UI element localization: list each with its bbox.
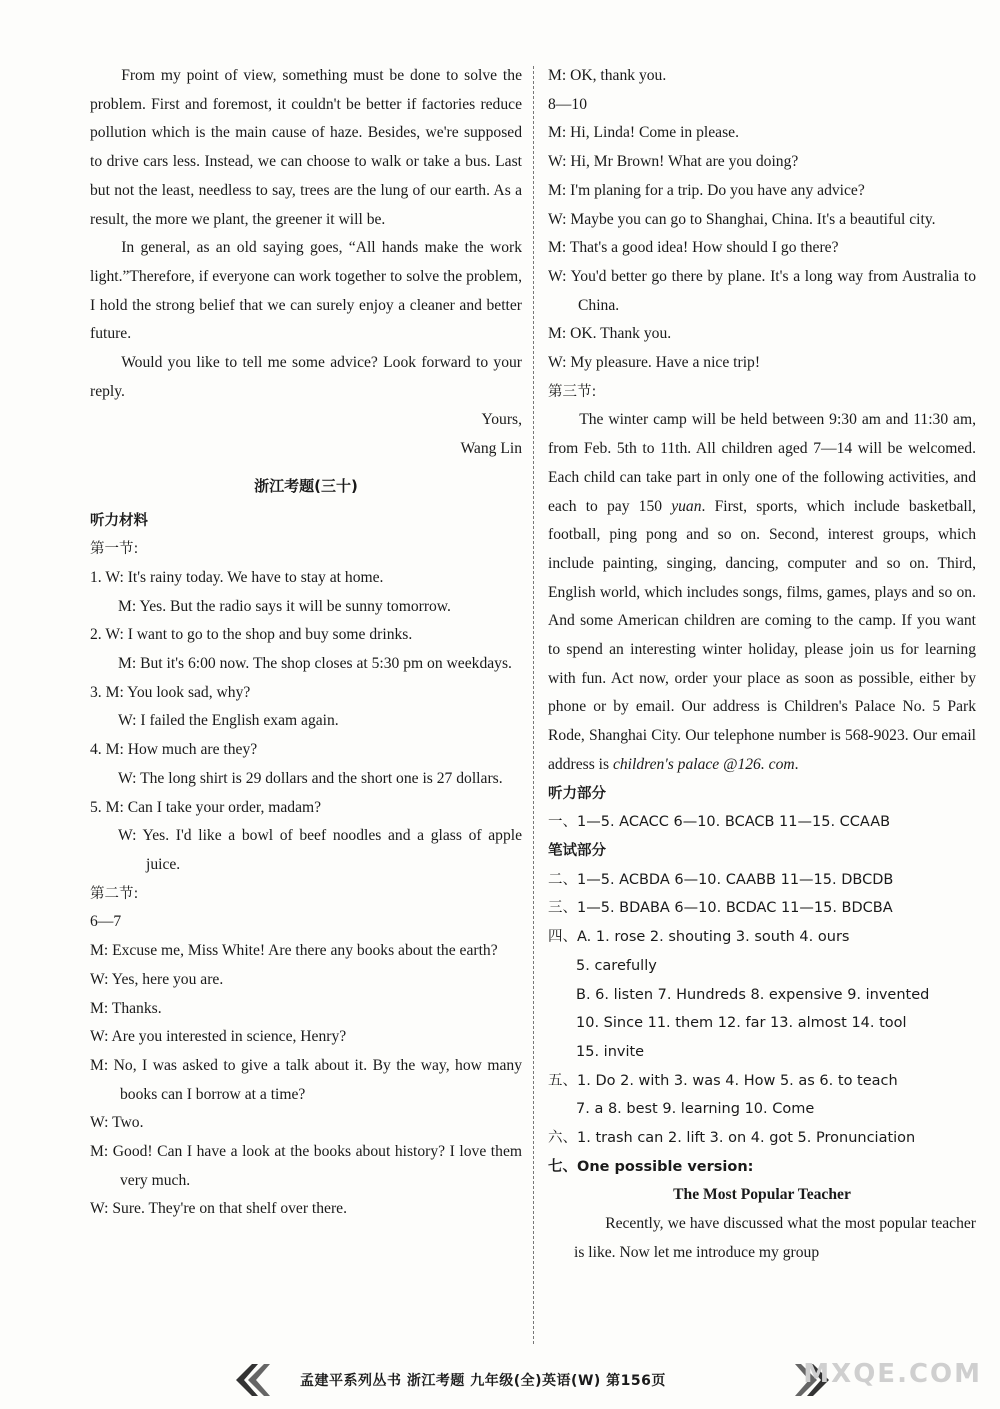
right-column (548, 62, 976, 1268)
answer-line: B. 6. listen 7. Hundreds 8. expensive 9. invented (576, 986, 930, 1003)
dialog-line: M: No, I was asked to give a talk about it. By the way, how many books can I borrow at a time? (90, 1056, 522, 1103)
dialog-line: W: Yes. I'd like a bowl of beef noodles and a glass of apple juice. (118, 827, 522, 873)
answer-line: 七、One possible version: (548, 1158, 754, 1175)
dialog-line: W: My pleasure. Have a nice trip! (548, 354, 761, 372)
dialog-line: 5. M: Can I take your order, madam? (90, 798, 322, 816)
dialog-line: W: Maybe you can go to Shanghai, China. It's a beautiful city. (548, 210, 936, 228)
left-chevron-icon (230, 1362, 270, 1398)
essay-paragraph: Would you like to tell me some advice? Look forward to your reply. (90, 354, 522, 400)
answer-line: 15. invite (576, 1043, 645, 1060)
answer-line: 五、1. Do 2. with 3. was 4. How 5. as 6. to teach (548, 1072, 898, 1089)
dialog-line: M: OK, thank you. (548, 67, 667, 84)
dialog-line: M: OK. Thank you. (548, 325, 672, 343)
dialog-line: W: Two. (90, 1114, 144, 1132)
section-title: 浙江考题(三十) (254, 476, 358, 495)
dialog-line: M: That's a good idea! How should I go there? (548, 239, 839, 257)
essay-paragraph: From my point of view, something must be done to solve the problem. First and foremost, it couldn't be better if factories reduce pollution which is the main cause of haze. Besides, we're supposed to drive cars less. Instead, we can choose to walk or take a bus. Last but not the least, needless to say, trees are the lung of our earth. As a result, the more we plant, the greener it will be. (90, 67, 522, 228)
dialog-line: M: Excuse me, Miss White! Are there any books about the earth? (90, 942, 498, 960)
answer-line: 三、1—5. BDABA 6—10. BCDAC 11—15. BDCBA (548, 900, 893, 917)
dialog-line: M: Yes. But the radio says it will be sunny tomorrow. (118, 597, 451, 615)
written-part-heading: 笔试部分 (548, 842, 606, 859)
part3-passage: The winter camp will be held between 9:30 am and 11:30 am, from Feb. 5th to 11th. All children aged 7—14 will be welcomed. Each child can take part in only one of the following activities, and each to pay 150 yuan. First, sports, which include basketball, football, ping pong and so on. Second, interest groups, which include painting, singing, dancing, computer and so on. Third, English world, which includes songs, films, games, plays and so on. And some American children are coming to the camp. If you want to spend an interesting winter holiday, please join us for learning with fun. Act now, order your place as soon as possible, either by phone or by email. Our address is Children's Palace No. 5 Park Rode, Shanghai City. Our telephone number is 568-9023. Our email address is children's palace @126. com. (548, 411, 976, 773)
listening-heading: 听力材料 (90, 512, 148, 529)
dialog-line: M: Hi, Linda! Come in please. (548, 124, 739, 142)
left-column (90, 62, 522, 1224)
watermark-logo: MXQE.COM (803, 1359, 982, 1389)
part2-heading: 第二节: (90, 885, 139, 902)
dialog-line: 4. M: How much are they? (90, 741, 258, 759)
essay-title: The Most Popular Teacher (673, 1186, 851, 1204)
dialog-line: W: You'd better go there by plane. It's a long way from Australia to China. (548, 267, 976, 314)
part1-item (90, 564, 522, 621)
dialog-line: M: Thanks. (90, 999, 162, 1017)
footer-text: 孟建平系列丛书 浙江考题 九年级(全)英语(W) 第156页 (300, 1373, 666, 1389)
answer-line: 10. Since 11. them 12. far 13. almost 14. tool (576, 1015, 907, 1032)
answer-line: 一、1—5. ACACC 6—10. BCACB 11—15. CCAAB (548, 814, 891, 831)
column-divider (533, 66, 534, 1344)
range-label: 6—7 (90, 913, 122, 931)
answer-line: 六、1. trash can 2. lift 3. on 4. got 5. Pronunciation (548, 1130, 916, 1147)
answer-line: 四、A. 1. rose 2. shouting 3. south 4. ours (548, 929, 850, 946)
dialog-line: 1. W: It's rainy today. We have to stay at home. (90, 568, 384, 586)
dialog-line: W: The long shirt is 29 dollars and the short one is 27 dollars. (118, 769, 503, 787)
dialog-line: 2. W: I want to go to the shop and buy some drinks. (90, 626, 413, 644)
essay-paragraph: In general, as an old saying goes, “All hands make the work light.”Therefore, if everyone can work together to solve the problem, I hold the strong belief that we can surely enjoy a cleaner and better future. (90, 239, 522, 343)
part1-heading: 第一节: (90, 541, 139, 558)
answer-line: 二、1—5. ACBDA 6—10. CAABB 11—15. DBCDB (548, 871, 894, 888)
dialog-line: M: I'm planing for a trip. Do you have any advice? (548, 181, 865, 199)
letter-signature: Wang Lin (460, 440, 522, 458)
dialog-line: M: But it's 6:00 now. The shop closes at 5:30 pm on weekdays. (118, 655, 512, 673)
dialog-line: M: Good! Can I have a look at the books about history? I love them very much. (90, 1143, 522, 1189)
part3-heading: 第三节: (548, 383, 597, 400)
dialog-line: W: Are you interested in science, Henry? (90, 1028, 347, 1046)
dialog-line: 3. M: You look sad, why? (90, 683, 251, 701)
part1-item (90, 794, 522, 880)
listening-part-heading: 听力部分 (548, 785, 606, 802)
dialog-line: W: I failed the English exam again. (118, 712, 339, 730)
dialog-line: W: Sure. They're on that shelf over there. (90, 1200, 347, 1218)
part1-item (90, 736, 522, 793)
dialog-line: W: Yes, here you are. (90, 970, 224, 988)
letter-closing: Yours, (481, 411, 522, 429)
email-address: children's palace @126. com (612, 755, 795, 773)
range-label: 8—10 (548, 95, 587, 113)
part1-item (90, 621, 522, 678)
dialog-line: W: Hi, Mr Brown! What are you doing? (548, 153, 799, 171)
answer-line: 7. a 8. best 9. learning 10. Come (576, 1101, 815, 1118)
essay-paragraph: Recently, we have discussed what the most popular teacher is like. Now let me introduce my group (574, 1215, 976, 1261)
part1-item (90, 679, 522, 736)
answer-line: 5. carefully (576, 957, 657, 974)
